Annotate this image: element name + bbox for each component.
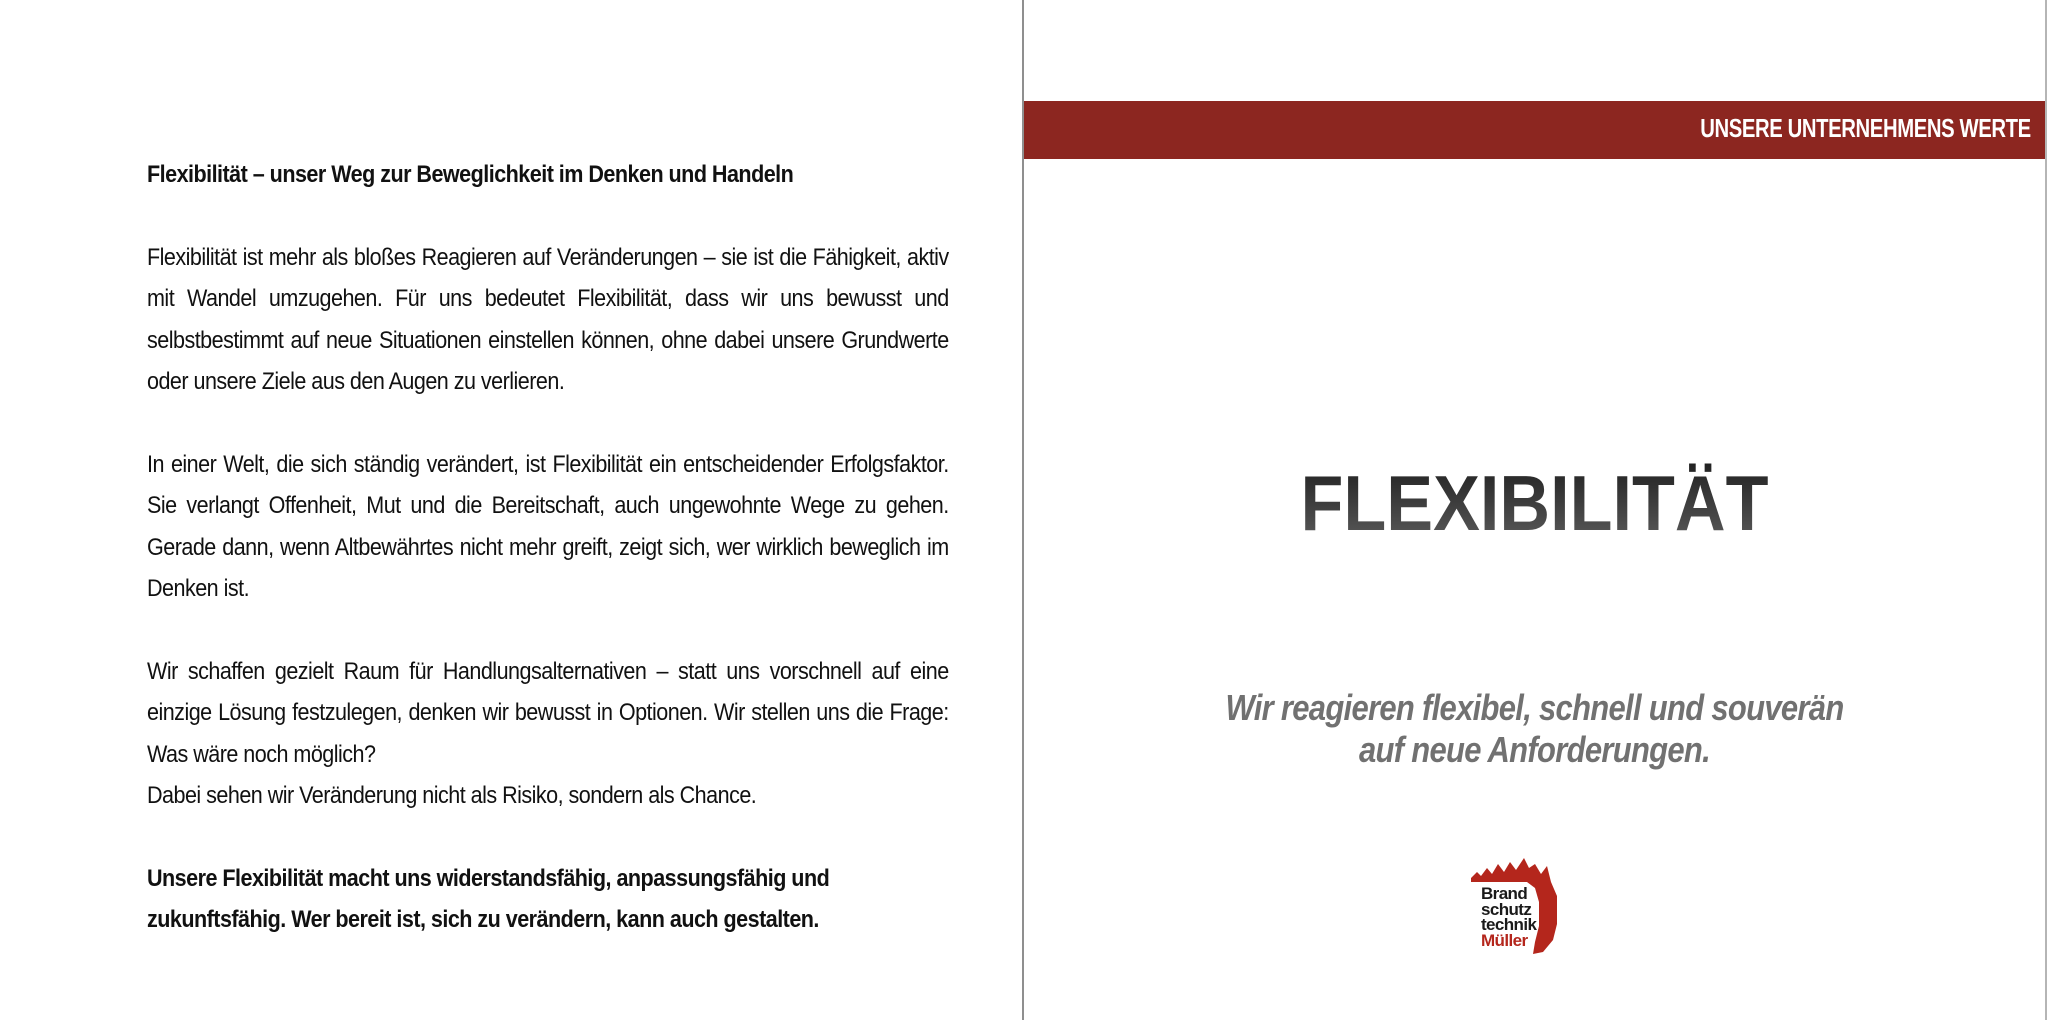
values-banner (1024, 101, 2045, 159)
logo-line-brand: Brand (1481, 884, 1528, 903)
right-page-edge (2045, 0, 2047, 1020)
slogan-line-1: Wir reagieren flexibel, schnell und souverän (1225, 687, 1844, 728)
value-title: FLEXIBILITÄT (1075, 458, 1994, 548)
left-page (0, 0, 1022, 1020)
right-page (1024, 0, 2045, 1020)
logo-wordmark (1481, 886, 1536, 948)
body-text-column (147, 154, 949, 941)
logo-line-mueller: Müller (1481, 930, 1528, 950)
paragraph-success-factor: In einer Welt, die sich ständig verändert, ist Flexibilität ein entscheidender Erfolgsfaktor. Sie verlangt Offenheit, Mut und die Bereitschaft, auch ungewohnte Wege zu gehen. Gerade dann, wenn Altbewährtes nicht mehr greift, zeigt sich, wer wirklich beweglich im Denken ist. (147, 450, 949, 602)
paragraph-alternatives: Wir schaffen gezielt Raum für Handlungsalternativen – statt uns vorschnell auf eine einzige Lösung festzulegen, denken wir bewusst in Optionen. Wir stellen uns die Frage: Was wäre noch möglich? (147, 657, 949, 768)
paragraph-intro: Flexibilität ist mehr als bloßes Reagieren auf Veränderungen – sie ist die Fähigkeit, aktiv mit Wandel umzugehen. Für uns bedeutet Flexibilität, dass wir uns bewusst und selbstbestimmt auf neue Situationen einstellen können, ohne dabei unsere Grundwerte oder unsere Ziele aus den Augen zu verlieren. (147, 243, 949, 395)
paragraph-chance: Dabei sehen wir Veränderung nicht als Risiko, sondern als Chance. (147, 782, 757, 809)
banner-label: UNSERE UNTERNEHMENS WERTE (1700, 113, 2031, 143)
closing-statement: Unsere Flexibilität macht uns widerstandsfähig, anpassungsfähig und zukunftsfähig. Wer bereit ist, sich zu verändern, kann auch gestalten. (147, 864, 830, 933)
logo-line-schutz: schutz (1481, 899, 1532, 919)
value-slogan (1095, 687, 1973, 771)
company-logo (1469, 856, 1579, 956)
logo-line-technik: technik (1481, 915, 1537, 934)
section-heading: Flexibilität – unser Weg zur Beweglichkeit im Denken und Handeln (147, 161, 794, 188)
slogan-line-2: auf neue Anforderungen. (1358, 729, 1711, 770)
